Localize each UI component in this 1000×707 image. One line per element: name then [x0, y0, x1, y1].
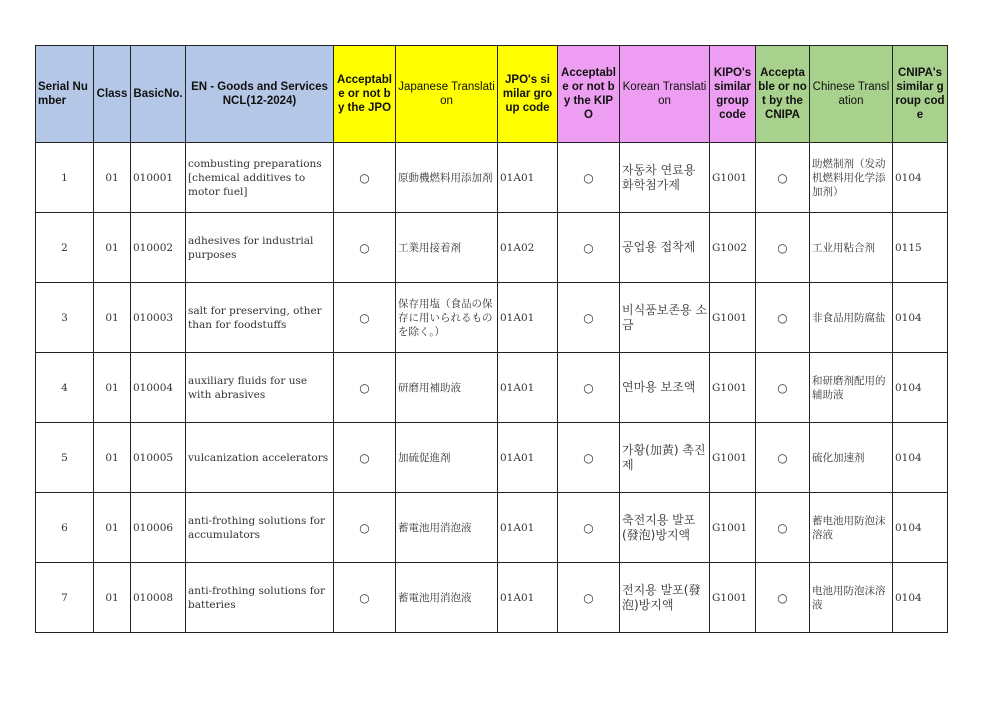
cell-en-goods: anti-frothing solutions for accumulators — [186, 493, 334, 563]
cell-chinese: 和研磨剂配用的辅助液 — [810, 353, 893, 423]
cell-kipo-code: G1001 — [710, 493, 756, 563]
cell-jpo-acceptable: ○ — [334, 143, 396, 213]
cell-en-goods: salt for preserving, other than for foodstuffs — [186, 283, 334, 353]
cell-cnipa-acceptable: ○ — [756, 353, 810, 423]
cell-basic-no: 010005 — [131, 423, 186, 493]
cell-cnipa-acceptable: ○ — [756, 423, 810, 493]
cell-japanese: 蓄電池用消泡液 — [396, 563, 498, 633]
cell-jpo-acceptable: ○ — [334, 563, 396, 633]
cell-cnipa-code: 0104 — [893, 563, 948, 633]
table-row — [36, 423, 948, 493]
cell-basic-no: 010001 — [131, 143, 186, 213]
cell-class: 01 — [94, 563, 131, 633]
cell-serial: 7 — [36, 563, 94, 633]
header-kipo-group-code: KIPO's similar group code — [710, 46, 756, 143]
cell-cnipa-code: 0104 — [893, 143, 948, 213]
cell-jpo-code: 01A01 — [498, 563, 558, 633]
cell-cnipa-acceptable: ○ — [756, 143, 810, 213]
cell-kipo-acceptable: ○ — [558, 423, 620, 493]
table-row — [36, 493, 948, 563]
cell-kipo-acceptable: ○ — [558, 563, 620, 633]
cell-kipo-code: G1001 — [710, 423, 756, 493]
cell-serial: 5 — [36, 423, 94, 493]
cell-jpo-code: 01A02 — [498, 213, 558, 283]
cell-korean: 연마용 보조액 — [620, 353, 710, 423]
cell-kipo-acceptable: ○ — [558, 353, 620, 423]
cell-japanese: 原動機燃料用添加剤 — [396, 143, 498, 213]
cell-jpo-acceptable: ○ — [334, 493, 396, 563]
cell-chinese: 助燃制剂（发动机燃料用化学添加剂） — [810, 143, 893, 213]
goods-services-table — [35, 45, 948, 633]
cell-kipo-code: G1001 — [710, 563, 756, 633]
cell-cnipa-code: 0104 — [893, 353, 948, 423]
cell-serial: 4 — [36, 353, 94, 423]
cell-japanese: 研磨用補助液 — [396, 353, 498, 423]
cell-cnipa-code: 0115 — [893, 213, 948, 283]
cell-jpo-acceptable: ○ — [334, 423, 396, 493]
table-row — [36, 353, 948, 423]
cell-cnipa-acceptable: ○ — [756, 213, 810, 283]
cell-jpo-acceptable: ○ — [334, 283, 396, 353]
cell-serial: 1 — [36, 143, 94, 213]
header-japanese-translation: Japanese Translation — [396, 46, 498, 143]
cell-jpo-acceptable: ○ — [334, 353, 396, 423]
header-chinese-translation: Chinese Translation — [810, 46, 893, 143]
header-en-goods-services: EN - Goods and Services NCL(12-2024) — [186, 46, 334, 143]
cell-jpo-code: 01A01 — [498, 283, 558, 353]
header-cnipa-acceptable: Acceptable or not by the CNIPA — [756, 46, 810, 143]
header-class: Class — [94, 46, 131, 143]
cell-class: 01 — [94, 143, 131, 213]
cell-korean: 전지용 발포(發泡)방지액 — [620, 563, 710, 633]
cell-jpo-acceptable: ○ — [334, 213, 396, 283]
table-row — [36, 283, 948, 353]
table-body — [36, 143, 948, 633]
table-row — [36, 213, 948, 283]
header-jpo-acceptable: Acceptable or not by the JPO — [334, 46, 396, 143]
cell-kipo-acceptable: ○ — [558, 143, 620, 213]
cell-cnipa-acceptable: ○ — [756, 493, 810, 563]
cell-korean: 공업용 접착제 — [620, 213, 710, 283]
cell-cnipa-code: 0104 — [893, 283, 948, 353]
cell-kipo-code: G1002 — [710, 213, 756, 283]
table-header — [36, 46, 948, 143]
cell-class: 01 — [94, 213, 131, 283]
cell-kipo-acceptable: ○ — [558, 283, 620, 353]
cell-korean: 축전지용 발포(發泡)방지액 — [620, 493, 710, 563]
header-cnipa-group-code: CNIPA's similar group code — [893, 46, 948, 143]
cell-kipo-acceptable: ○ — [558, 493, 620, 563]
cell-chinese: 蓄电池用防泡沫溶液 — [810, 493, 893, 563]
cell-japanese: 蓄電池用消泡液 — [396, 493, 498, 563]
cell-basic-no: 010006 — [131, 493, 186, 563]
cell-serial: 2 — [36, 213, 94, 283]
classification-sheet — [35, 45, 948, 633]
cell-chinese: 工业用粘合剂 — [810, 213, 893, 283]
cell-en-goods: anti-frothing solutions for batteries — [186, 563, 334, 633]
cell-serial: 3 — [36, 283, 94, 353]
cell-en-goods: combusting preparations [chemical additives to motor fuel] — [186, 143, 334, 213]
cell-class: 01 — [94, 423, 131, 493]
cell-kipo-code: G1001 — [710, 353, 756, 423]
cell-japanese: 加硫促進剤 — [396, 423, 498, 493]
table-row — [36, 143, 948, 213]
cell-chinese: 电池用防泡沫溶液 — [810, 563, 893, 633]
cell-en-goods: auxiliary fluids for use with abrasives — [186, 353, 334, 423]
cell-jpo-code: 01A01 — [498, 423, 558, 493]
cell-jpo-code: 01A01 — [498, 353, 558, 423]
cell-kipo-code: G1001 — [710, 283, 756, 353]
header-serial-number: Serial Number — [36, 46, 94, 143]
cell-korean: 가황(加黃) 촉진제 — [620, 423, 710, 493]
cell-chinese: 非食品用防腐盐 — [810, 283, 893, 353]
header-row — [36, 46, 948, 143]
cell-kipo-code: G1001 — [710, 143, 756, 213]
header-jpo-group-code: JPO's similar group code — [498, 46, 558, 143]
cell-japanese: 保存用塩（食品の保存に用いられるものを除く。） — [396, 283, 498, 353]
header-basic-no: BasicNo. — [131, 46, 186, 143]
cell-kipo-acceptable: ○ — [558, 213, 620, 283]
header-kipo-acceptable: Acceptable or not by the KIPO — [558, 46, 620, 143]
cell-class: 01 — [94, 353, 131, 423]
cell-basic-no: 010004 — [131, 353, 186, 423]
cell-jpo-code: 01A01 — [498, 493, 558, 563]
cell-basic-no: 010003 — [131, 283, 186, 353]
cell-korean: 자동차 연료용 화학첨가제 — [620, 143, 710, 213]
cell-jpo-code: 01A01 — [498, 143, 558, 213]
cell-basic-no: 010002 — [131, 213, 186, 283]
cell-cnipa-code: 0104 — [893, 423, 948, 493]
cell-chinese: 硫化加速剂 — [810, 423, 893, 493]
cell-basic-no: 010008 — [131, 563, 186, 633]
cell-cnipa-acceptable: ○ — [756, 563, 810, 633]
cell-korean: 비식품보존용 소금 — [620, 283, 710, 353]
cell-cnipa-acceptable: ○ — [756, 283, 810, 353]
cell-class: 01 — [94, 493, 131, 563]
cell-japanese: 工業用接着剤 — [396, 213, 498, 283]
cell-en-goods: adhesives for industrial purposes — [186, 213, 334, 283]
header-korean-translation: Korean Translation — [620, 46, 710, 143]
table-row — [36, 563, 948, 633]
cell-serial: 6 — [36, 493, 94, 563]
cell-en-goods: vulcanization accelerators — [186, 423, 334, 493]
cell-cnipa-code: 0104 — [893, 493, 948, 563]
cell-class: 01 — [94, 283, 131, 353]
